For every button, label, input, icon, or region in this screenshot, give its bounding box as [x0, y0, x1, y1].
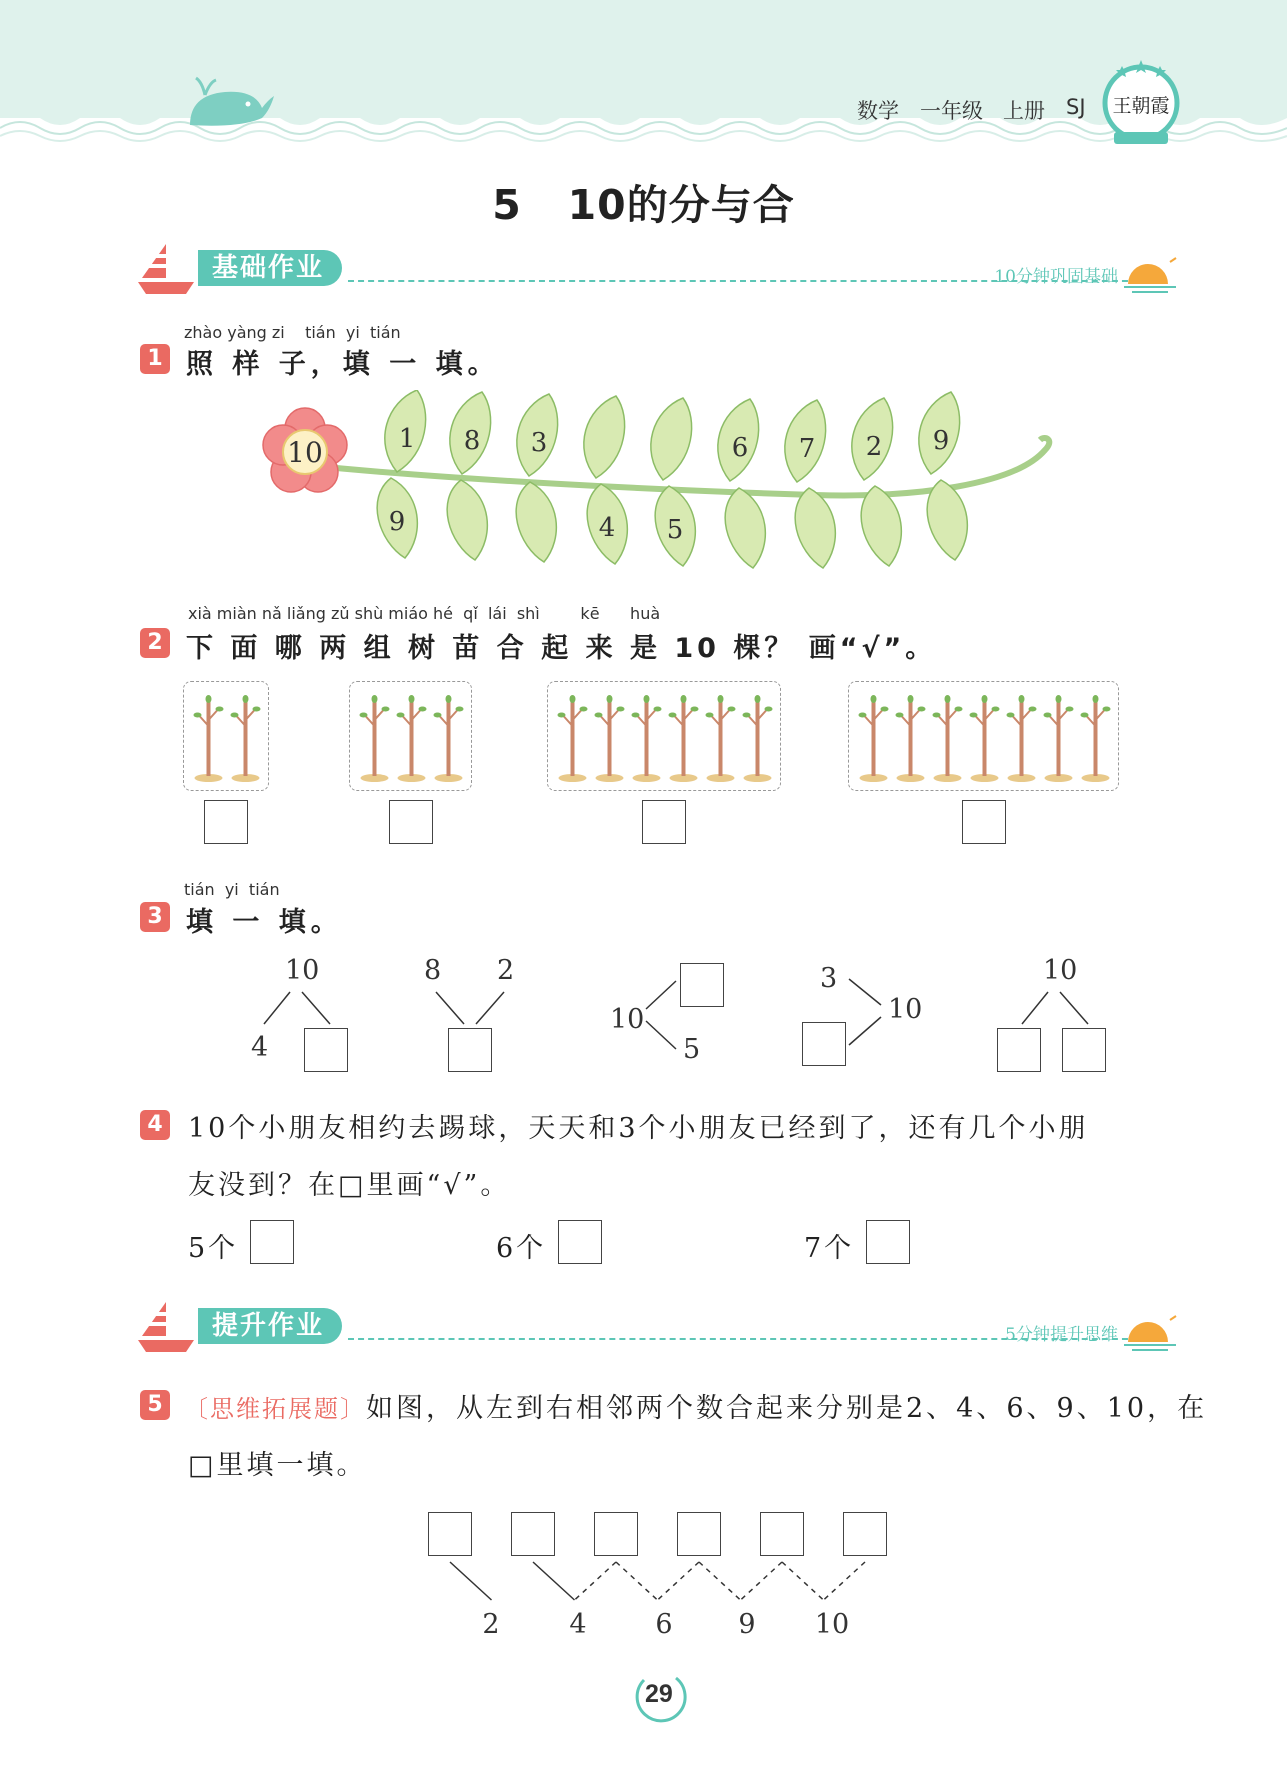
q5-answer-box[interactable]	[677, 1512, 721, 1556]
header-edition: SJ	[1066, 95, 1086, 119]
leaf-number: 1	[398, 424, 416, 454]
section-basic-header	[138, 240, 1178, 300]
q5-line2: □里填一填。	[188, 1450, 367, 1481]
q4-option3-label: 7个	[804, 1233, 855, 1264]
number-vine	[255, 390, 1075, 570]
section-advanced-time: 5分钟提升思维	[1005, 1325, 1118, 1345]
q3-item1-top: 10	[285, 955, 320, 986]
tree-group	[183, 681, 269, 791]
q5-answer-box[interactable]	[843, 1512, 887, 1556]
page-title: 5 10的分与合	[492, 181, 795, 229]
q1-text: 照 样 子，填 一 填。	[186, 349, 500, 380]
leaf-number: 8	[463, 426, 481, 456]
q5-answer-box[interactable]	[511, 1512, 555, 1556]
q1-pinyin: zhào yàng zi tián yi tián	[184, 323, 401, 342]
q5-line1-wrap	[184, 1386, 1207, 1425]
q4-line1: 10个小朋友相约去踢球，天天和3个小朋友已经到了，还有几个小朋	[188, 1113, 1089, 1144]
q4-option3-checkbox[interactable]	[866, 1220, 910, 1264]
connector-line	[658, 1562, 700, 1600]
q3-item2-left: 8	[424, 955, 442, 986]
q2-text: 下 面 哪 两 组 树 苗 合 起 来 是 10 棵？ 画“√”。	[186, 633, 937, 664]
leaf-number: 5	[666, 515, 684, 545]
section-basic-label: 基础作业	[198, 250, 342, 286]
q5-answer-box[interactable]	[760, 1512, 804, 1556]
connector-line	[450, 1562, 492, 1600]
q3-item4-answer-box[interactable]	[802, 1022, 846, 1066]
q3-number: 3	[140, 902, 170, 932]
q3-item5-right-box[interactable]	[1062, 1028, 1106, 1072]
top-leaf	[651, 398, 692, 480]
sailboat-icon	[138, 1298, 198, 1354]
q5-tag: 〔思维拓展题〕	[184, 1395, 366, 1423]
sapling-icon	[669, 695, 699, 782]
q5-answer-box[interactable]	[594, 1512, 638, 1556]
q2-pinyin: xià miàn nǎ liǎng zǔ shù miáo hé qǐ lái shì kē huà	[188, 604, 661, 623]
sapling-icon	[1044, 695, 1074, 782]
tree-group	[848, 681, 1119, 791]
connector-line	[533, 1562, 575, 1600]
q3-item4-part: 3	[820, 963, 838, 994]
leaf-number: 9	[932, 426, 950, 456]
q4-line2: 友没到？在□里画“√”。	[188, 1170, 511, 1201]
q3-pinyin: tián yi tián	[184, 880, 280, 899]
bottom-leaf	[447, 480, 487, 560]
top-leaf	[919, 392, 960, 474]
sapling-icon	[194, 695, 224, 782]
sapling-icon	[970, 695, 1000, 782]
q5-number: 5	[140, 1390, 170, 1420]
sapling-icon	[706, 695, 736, 782]
q4-option1-label: 5个	[188, 1233, 239, 1264]
q2-answer-box[interactable]	[204, 800, 248, 844]
sapling-icon	[397, 695, 427, 782]
q2-answer-box[interactable]	[642, 800, 686, 844]
leaf-number: 2	[865, 432, 883, 462]
q3-item1-answer-box[interactable]	[304, 1028, 348, 1072]
q4-option1-checkbox[interactable]	[250, 1220, 294, 1264]
connector-line	[616, 1562, 658, 1600]
q3-item5-top: 10	[1043, 955, 1078, 986]
q4-number: 4	[140, 1110, 170, 1140]
q5-line1: 如图，从左到右相邻两个数合起来分别是2、4、6、9、10，在	[366, 1393, 1208, 1424]
leaf-number: 4	[598, 513, 616, 543]
brand-logo	[1100, 58, 1182, 148]
header-subject: 数学	[857, 99, 899, 123]
page-number: 29	[645, 1680, 673, 1708]
bottom-leaf	[861, 486, 901, 566]
q3-text: 填 一 填。	[186, 907, 343, 938]
top-leaf	[852, 398, 893, 480]
connector-line	[824, 1562, 866, 1600]
connector-line	[699, 1562, 741, 1600]
sapling-icon	[859, 695, 889, 782]
connector-line	[575, 1562, 617, 1600]
sum-label: 4	[569, 1609, 587, 1640]
bottom-leaf	[725, 488, 765, 568]
top-leaf	[517, 394, 558, 476]
flower-icon	[263, 408, 347, 492]
leaf-number: 6	[731, 433, 749, 463]
q3-item2-lines	[432, 990, 512, 1030]
sapling-icon	[231, 695, 261, 782]
sunrise-icon	[1122, 254, 1178, 294]
q1-number: 1	[140, 344, 170, 374]
tree-group	[349, 681, 472, 791]
bottom-leaf	[516, 482, 556, 562]
connector-line	[741, 1562, 783, 1600]
q3-item5-left-box[interactable]	[997, 1028, 1041, 1072]
section-advanced-header	[138, 1298, 1178, 1358]
sapling-icon	[933, 695, 963, 782]
header-band	[0, 0, 1287, 150]
top-leaf	[450, 392, 491, 474]
sapling-icon	[1081, 695, 1111, 782]
flower-center-number: 10	[287, 436, 323, 469]
sapling-icon	[360, 695, 390, 782]
q3-item2-answer-box[interactable]	[448, 1028, 492, 1072]
q3-item1-left: 4	[251, 1032, 269, 1063]
q4-option2-checkbox[interactable]	[558, 1220, 602, 1264]
sapling-icon	[595, 695, 625, 782]
q5-answer-box[interactable]	[428, 1512, 472, 1556]
q3-item1-lines	[260, 990, 340, 1030]
bottom-leaf	[377, 478, 417, 558]
q4-option2-label: 6个	[496, 1233, 547, 1264]
sum-label: 9	[738, 1609, 756, 1640]
leaf-number: 9	[388, 507, 406, 537]
q3-item3-whole: 10	[610, 1004, 645, 1035]
bottom-leaf	[587, 484, 627, 564]
q3-item3-part: 5	[683, 1034, 701, 1065]
bottom-leaf	[795, 488, 835, 568]
q3-item2-right: 2	[497, 955, 515, 986]
section-basic-time: 10分钟巩固基础	[994, 267, 1118, 287]
top-leaf	[584, 396, 625, 478]
connector-line	[782, 1562, 824, 1600]
sapling-icon	[632, 695, 662, 782]
brand-name: 王朝霞	[1112, 95, 1170, 117]
q3-item5-lines	[1018, 990, 1098, 1030]
header-grade: 一年级	[920, 99, 983, 123]
sapling-icon	[434, 695, 464, 782]
leaf-number: 3	[530, 428, 548, 458]
bottom-leaf	[655, 486, 695, 566]
sailboat-icon	[138, 240, 198, 296]
top-leaf	[385, 390, 426, 472]
q2-answer-box[interactable]	[389, 800, 433, 844]
top-leaf	[785, 400, 826, 482]
top-leaf	[718, 399, 759, 481]
q2-number: 2	[140, 628, 170, 658]
tree-group	[547, 681, 781, 791]
sapling-icon	[743, 695, 773, 782]
sum-label: 10	[814, 1609, 850, 1640]
sunrise-icon	[1122, 1312, 1178, 1352]
sapling-icon	[896, 695, 926, 782]
q3-item4-whole: 10	[888, 994, 923, 1025]
sum-label: 6	[655, 1609, 673, 1640]
header-volume: 上册	[1003, 99, 1045, 123]
q2-answer-box[interactable]	[962, 800, 1006, 844]
leaf-number: 7	[798, 434, 816, 464]
section-advanced-label: 提升作业	[198, 1308, 342, 1344]
sapling-icon	[1007, 695, 1037, 782]
bottom-leaf	[927, 480, 967, 560]
sum-label: 2	[482, 1609, 500, 1640]
sapling-icon	[558, 695, 588, 782]
